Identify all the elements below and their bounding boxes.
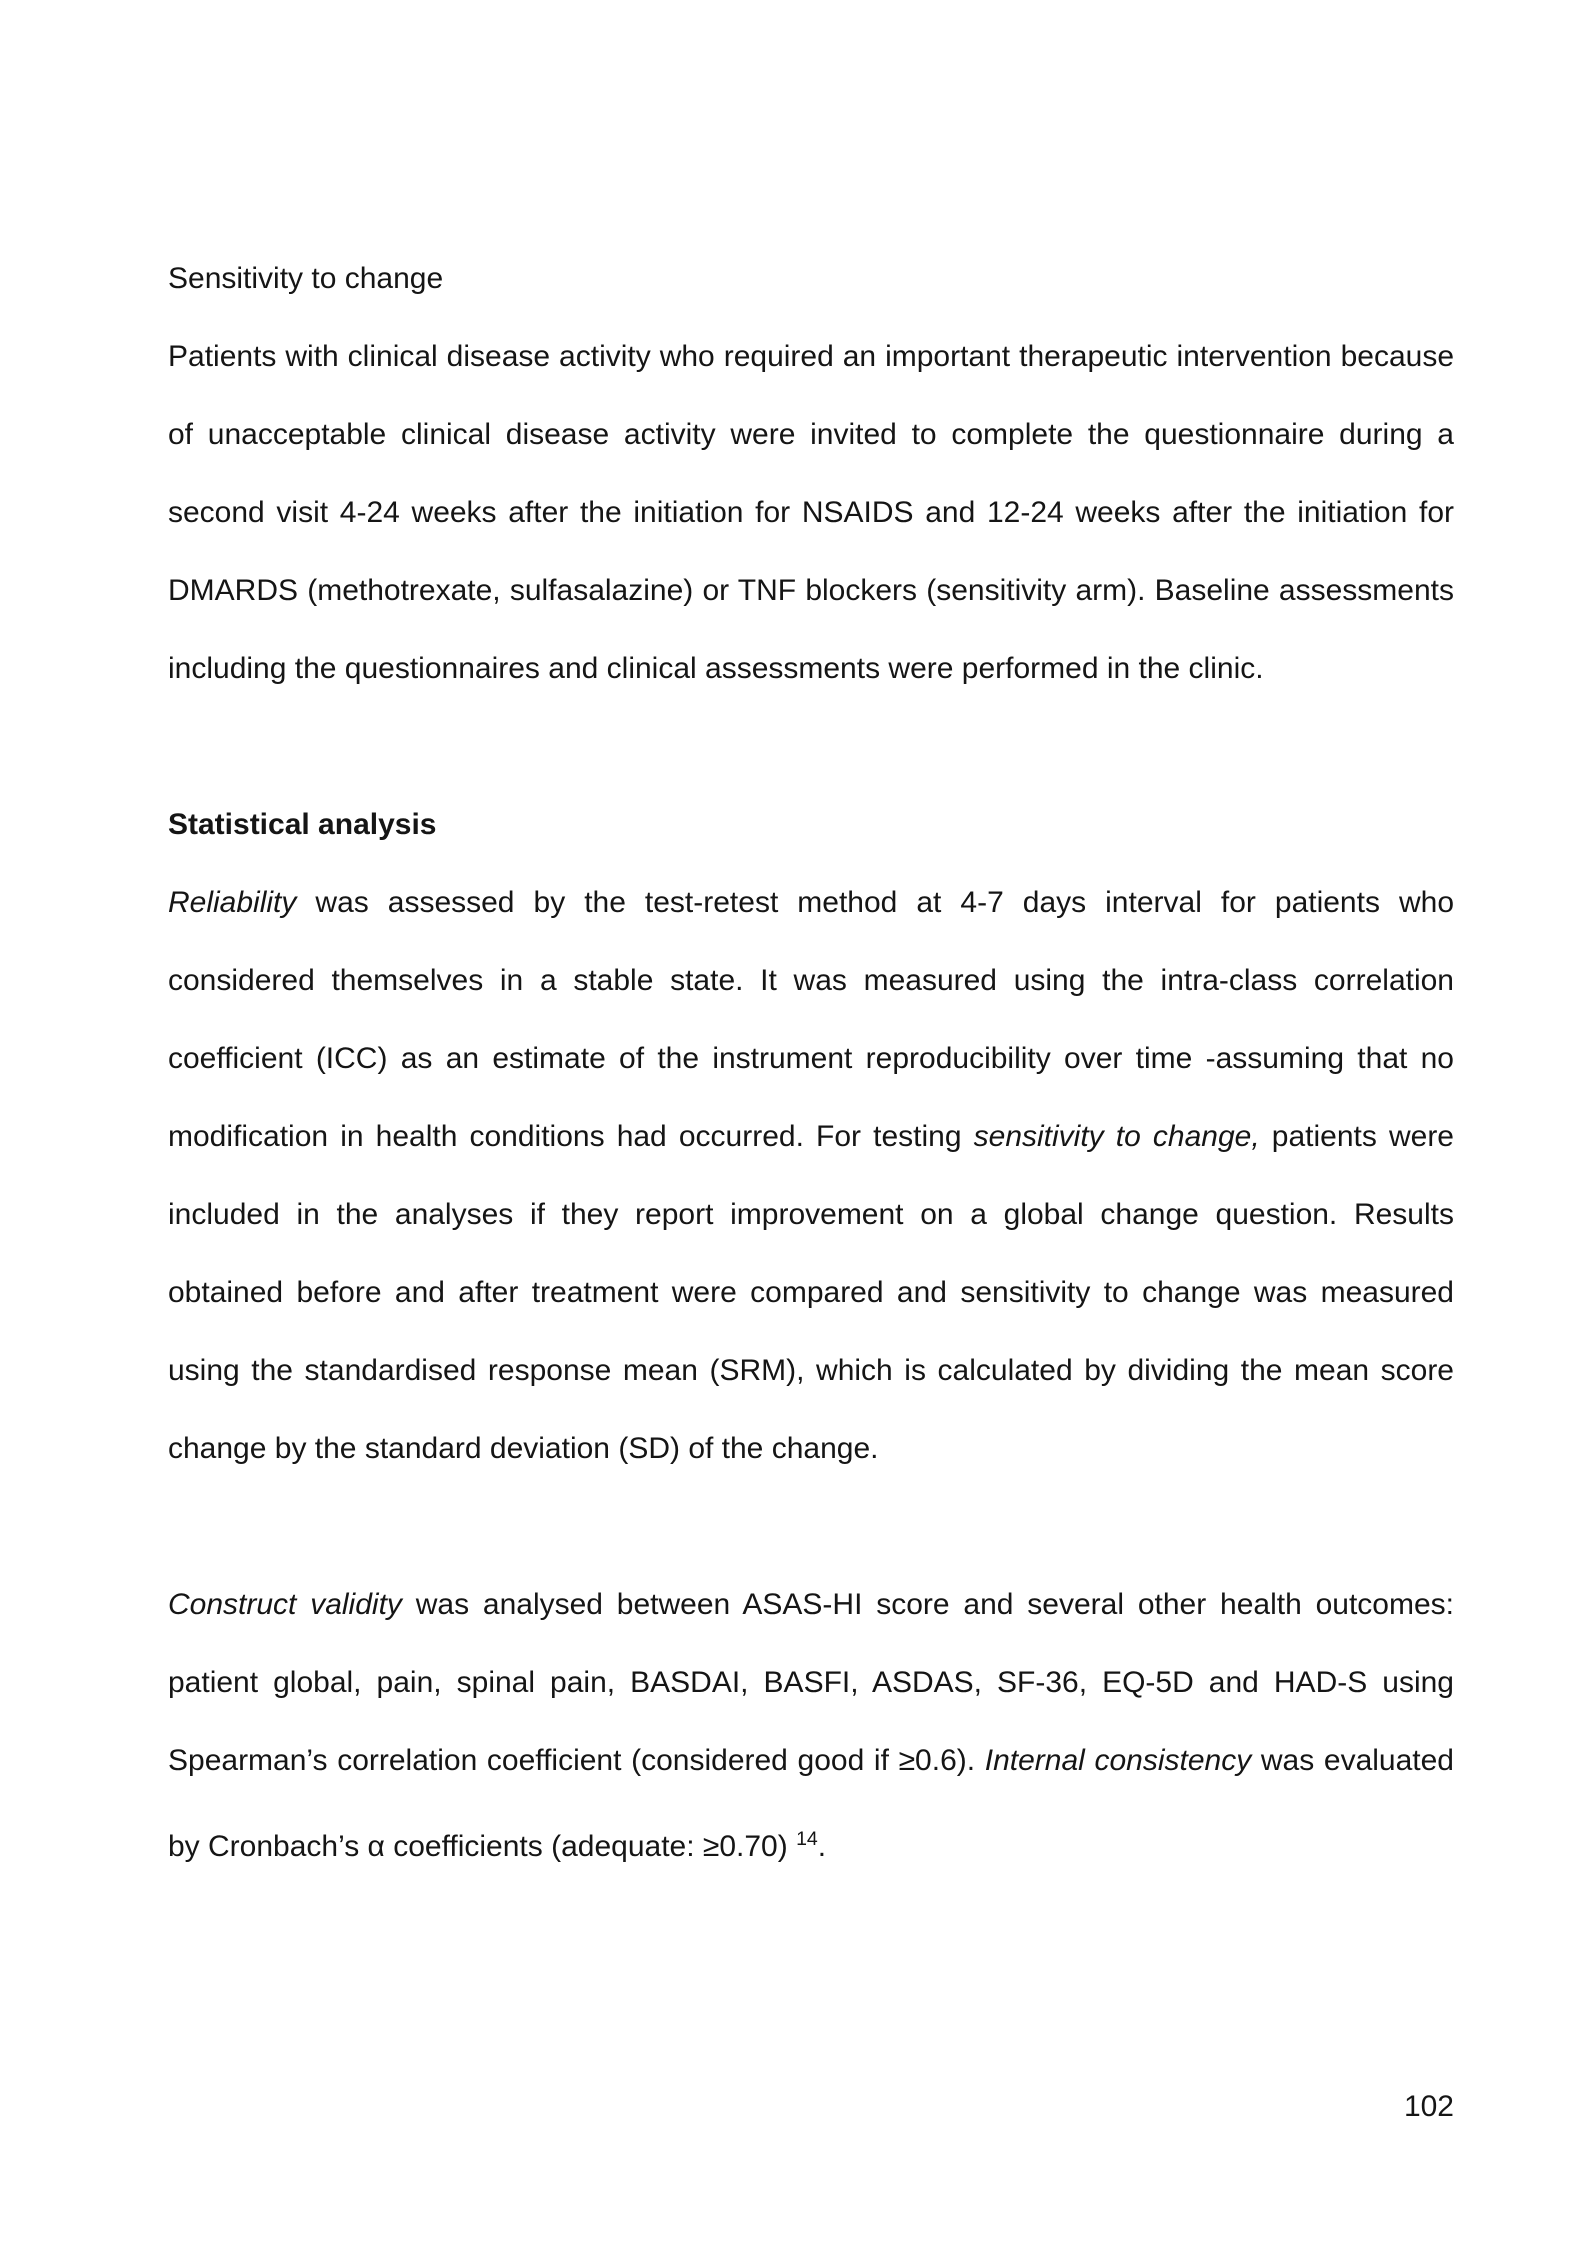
text-segment: was analysed between ASAS-HI score and several other health outcomes: patient global, pain, spinal pain, BASDAI, BASFI, ASDAS, SF-36, EQ-5D and HAD-S using Spearman’s correlation coefficient (considered good if ≥0.6). bbox=[168, 1588, 1454, 1777]
text-segment: Patients with clinical disease activity who required an important therapeutic intervention because of unacceptable clinical disease activity were invited to complete the questionnaire during a second visit 4-24 weeks after the initiation for NSAIDS and 12-24 weeks after the initiation for DMARDS (methotrexate, sulfasalazine) or TNF blockers (sensitivity arm). Baseline assessments including the questionnaires and clinical assessments were performed in the clinic. bbox=[168, 340, 1454, 685]
text-segment: was assessed by the test-retest method at 4-7 days interval for patients who considered themselves in a stable state. It was measured using the intra-class correlation coefficient (ICC) as an estimate of the instrument reproducibility over time -assuming that no modification in health conditions had occurred. For testing bbox=[168, 886, 1454, 1153]
subheading-sensitivity-to-change: Sensitivity to change bbox=[168, 262, 444, 295]
text-segment: . bbox=[817, 1830, 827, 1863]
text-column bbox=[168, 240, 1454, 1886]
paragraph-statistical-analysis bbox=[168, 864, 1454, 1488]
paragraph-sensitivity-to-change bbox=[168, 318, 1454, 708]
paragraph-construct-validity bbox=[168, 1566, 1454, 1886]
text-segment: patients were included in the analyses if they report improvement on a global change question. Results obtained before and after treatment were compared and sensitivity to change was measured using the standardised response mean (SRM), which is calculated by dividing the mean score change by the standard deviation (SD) of the change. bbox=[168, 1120, 1454, 1465]
heading-statistical-analysis: Statistical analysis bbox=[168, 808, 437, 841]
text-segment: Reliability bbox=[168, 886, 297, 919]
text-segment: was evaluated by Cronbach’s α coefficients (adequate: ≥0.70) bbox=[168, 1744, 1454, 1863]
text-segment: sensitivity to change, bbox=[973, 1120, 1260, 1153]
text-segment: Internal consistency bbox=[984, 1744, 1252, 1777]
text-segment: Construct validity bbox=[168, 1588, 402, 1621]
page-number: 102 bbox=[1403, 2090, 1454, 2123]
text-segment: 14 bbox=[796, 1828, 818, 1850]
